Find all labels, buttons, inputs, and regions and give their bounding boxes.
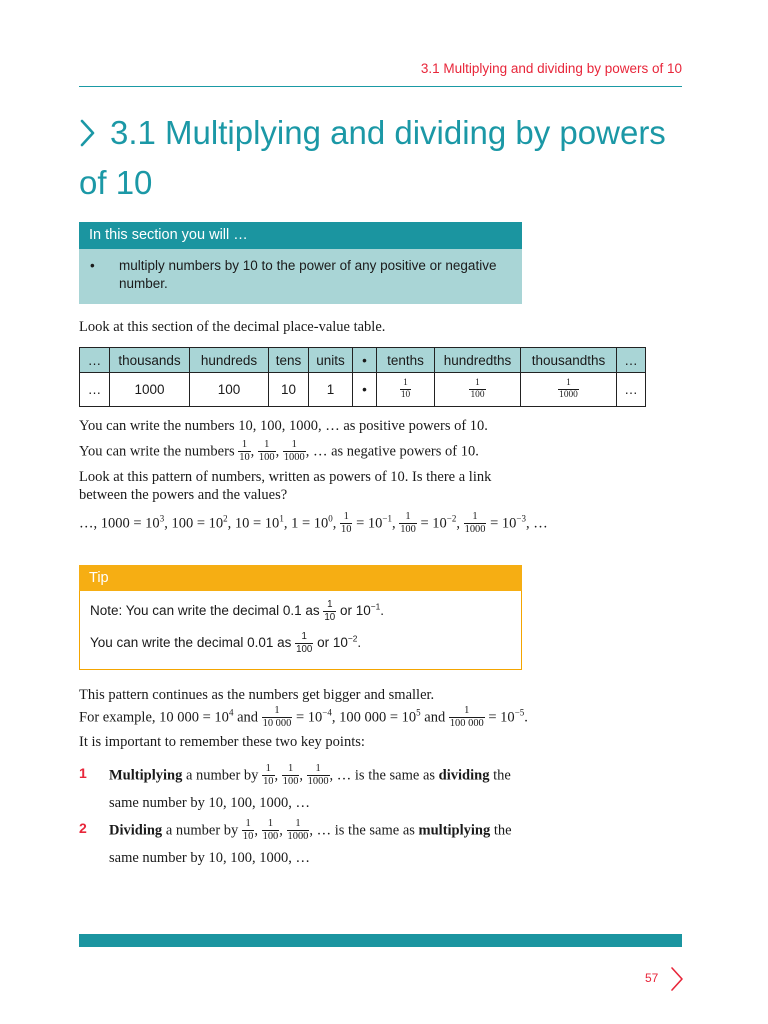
key-point-1 bbox=[109, 764, 649, 812]
continuation-line-1: This pattern continues as the numbers get bigger and smaller. bbox=[79, 687, 435, 703]
exponent: 3 bbox=[159, 513, 165, 524]
objectives-heading: In this section you will … bbox=[79, 222, 522, 249]
numerator: 1 bbox=[267, 818, 274, 829]
text: or 10 bbox=[313, 634, 348, 650]
exponent: 1 bbox=[279, 513, 284, 524]
numerator: 1 bbox=[301, 631, 307, 642]
bold-term: Multiplying bbox=[109, 767, 183, 784]
fraction bbox=[307, 764, 330, 788]
tip-line-2 bbox=[90, 632, 361, 654]
numerator: 1 bbox=[241, 439, 248, 450]
fraction bbox=[282, 764, 300, 788]
denominator: 10 000 bbox=[262, 718, 292, 730]
place-value-table bbox=[79, 347, 646, 407]
text: the bbox=[490, 822, 512, 839]
denominator: 100 bbox=[282, 776, 299, 788]
text: You can write the numbers bbox=[79, 443, 235, 460]
table-cell: … bbox=[80, 373, 110, 407]
table-header-cell: thousands bbox=[110, 348, 190, 373]
text: , … is the same as bbox=[309, 822, 419, 839]
numerator: 1 bbox=[287, 763, 294, 774]
text: , 100 000 = 10 bbox=[331, 709, 417, 726]
numerator: 1 bbox=[475, 377, 480, 388]
numerator: 1 bbox=[566, 377, 571, 388]
tip-heading: Tip bbox=[79, 565, 522, 591]
fraction bbox=[399, 512, 417, 536]
exponent: −3 bbox=[516, 513, 526, 524]
exponent: −5 bbox=[514, 707, 525, 718]
text: = 10 bbox=[352, 515, 383, 532]
objectives-box bbox=[79, 222, 522, 304]
exponent: −1 bbox=[370, 601, 381, 612]
section-title: 3.1 Multiplying and dividing by powers of 10 bbox=[79, 114, 666, 201]
denominator: 1000 bbox=[559, 390, 578, 400]
table-cell-thousandths bbox=[521, 373, 617, 407]
bullet: • bbox=[90, 258, 95, 273]
denominator: 100 000 bbox=[449, 718, 484, 730]
denominator: 100 bbox=[400, 524, 416, 536]
denominator: 10 bbox=[239, 452, 250, 464]
powers-pattern: …, $1000 = 10^3$, $100 = 10^2$, $10 = 10^1$, $1 = 10^0$, $\frac{1}{10}$ = $10^{-1}$, $\frac{1}{100}$ = $10^{-2}$, $\frac{1}{1000}$ = $10^{-3}$, … bbox=[79, 511, 548, 536]
table-header-cell: thousandths bbox=[521, 348, 617, 373]
denominator: 100 bbox=[296, 643, 313, 655]
key-point-line: same number by 10, 100, 1000, … bbox=[109, 794, 310, 811]
footer-bar bbox=[79, 934, 682, 947]
key-point-2 bbox=[109, 819, 649, 867]
table-header-cell: tenths bbox=[377, 348, 435, 373]
exponent: −2 bbox=[347, 633, 358, 644]
numerator: 1 bbox=[464, 705, 470, 716]
denominator: 100 bbox=[258, 452, 275, 464]
numerator: 1 bbox=[403, 377, 408, 388]
numerator: 1 bbox=[245, 818, 251, 829]
running-header: 3.1 Multiplying and dividing by powers of 10 bbox=[420, 61, 682, 76]
continuation-line-3: It is important to remember these two key points: bbox=[79, 734, 365, 750]
key-point-line: Multiplying a number by $\frac{1}{10}$ , $\frac{1}{100}$ , $\frac{1}{1000}$ , … is the same as dividing the bbox=[109, 763, 511, 788]
text: a number by bbox=[182, 767, 263, 784]
paragraph-negative-powers: You can write the numbers $\frac{1}{10}$ , $\frac{1}{100}$ , $\frac{1}{1000}$ , … as negative powers of 10. bbox=[79, 439, 479, 464]
text: For example, 10 000 = 10 bbox=[79, 709, 229, 726]
denominator: 100 bbox=[262, 831, 279, 843]
denominator: 10 bbox=[324, 611, 336, 623]
exponent: −4 bbox=[322, 707, 332, 718]
intro-text: Look at this section of the decimal place-value table. bbox=[79, 319, 386, 335]
fraction bbox=[400, 379, 411, 401]
denominator: 10 bbox=[341, 524, 352, 536]
text: = 10 bbox=[416, 515, 447, 532]
text: . bbox=[380, 602, 385, 618]
table-cell: • bbox=[353, 373, 377, 407]
fraction bbox=[287, 819, 310, 843]
key-point-line: Dividing a number by $\frac{1}{10}$ , $\frac{1}{100}$ , $\frac{1}{1000}$ , … is the same as multiplying the bbox=[109, 818, 512, 843]
numerator: 1 bbox=[315, 763, 321, 774]
fraction bbox=[283, 440, 306, 464]
exponent: −1 bbox=[382, 513, 392, 524]
objective-item: multiply numbers by 10 to the power of any positive or negative number. bbox=[119, 258, 497, 291]
table-header-cell: • bbox=[353, 348, 377, 373]
exponent: 2 bbox=[223, 513, 228, 524]
tip-line-1 bbox=[90, 600, 384, 622]
table-header-row bbox=[80, 348, 646, 373]
numerator: 1 bbox=[274, 705, 280, 716]
header-divider bbox=[79, 86, 682, 87]
fraction bbox=[262, 764, 274, 788]
table-cell: 1 bbox=[309, 373, 353, 407]
table-header-cell: … bbox=[80, 348, 110, 373]
denominator: 10 bbox=[263, 776, 274, 788]
text: . bbox=[524, 709, 528, 726]
denominator: 1000 bbox=[287, 831, 309, 843]
paragraph-pattern-question bbox=[79, 468, 699, 504]
text: …, 1000 = 10 bbox=[79, 515, 160, 532]
table-cell: 100 bbox=[190, 373, 269, 407]
numerator: 1 bbox=[472, 511, 478, 522]
fraction bbox=[323, 600, 336, 622]
paragraph-positive-powers: You can write the numbers 10, 100, 1000, … as positive powers of 10. bbox=[79, 418, 488, 434]
numerator: 1 bbox=[405, 511, 411, 522]
fraction bbox=[464, 512, 487, 536]
text-line: Look at this pattern of numbers, written as powers of 10. Is there a link bbox=[79, 469, 492, 485]
text: You can write the decimal 0.01 as bbox=[90, 634, 296, 650]
table-cell-tenths bbox=[377, 373, 435, 407]
table-cell: … bbox=[617, 373, 646, 407]
table-header-cell: hundredths bbox=[435, 348, 521, 373]
text: a number by bbox=[162, 822, 242, 839]
text: , 10 = 10 bbox=[227, 515, 280, 532]
numerator: 1 bbox=[265, 763, 271, 774]
continuation-example bbox=[79, 706, 699, 730]
fraction bbox=[340, 512, 352, 536]
fraction bbox=[469, 379, 485, 401]
text: or 10 bbox=[336, 602, 371, 618]
denominator: 1000 bbox=[307, 776, 329, 788]
fraction bbox=[262, 819, 280, 843]
text: Note: You can write the decimal 0.1 as bbox=[90, 602, 324, 618]
table-header-cell: units bbox=[309, 348, 353, 373]
text: , 1 = 10 bbox=[283, 515, 329, 532]
fraction bbox=[258, 440, 276, 464]
exponent: 4 bbox=[228, 707, 234, 718]
text: and bbox=[420, 709, 449, 726]
denominator: 10 bbox=[400, 390, 411, 400]
text: = 10 bbox=[486, 515, 517, 532]
text-line: between the powers and the values? bbox=[79, 487, 288, 503]
bold-term: multiplying bbox=[418, 822, 491, 839]
fraction bbox=[558, 379, 579, 401]
numerator: 1 bbox=[343, 511, 349, 522]
table-cell: 1000 bbox=[110, 373, 190, 407]
bold-term: Dividing bbox=[109, 822, 163, 839]
objectives-body bbox=[79, 249, 522, 304]
text: and bbox=[233, 709, 262, 726]
text: , … is the same as bbox=[329, 767, 439, 784]
exponent: 5 bbox=[416, 707, 421, 718]
key-point-line: same number by 10, 100, 1000, … bbox=[109, 849, 310, 866]
key-point-number: 1 bbox=[79, 765, 87, 781]
denominator: 1000 bbox=[283, 452, 305, 464]
table-cell: 10 bbox=[269, 373, 309, 407]
text: the bbox=[489, 767, 511, 784]
bold-term: dividing bbox=[438, 767, 490, 784]
denominator: 10 bbox=[242, 831, 254, 843]
key-point-number: 2 bbox=[79, 820, 87, 836]
table-header-cell: hundreds bbox=[190, 348, 269, 373]
numerator: 1 bbox=[327, 599, 333, 610]
table-cell-hundredths bbox=[435, 373, 521, 407]
page-number: 57 bbox=[645, 971, 659, 985]
exponent: 0 bbox=[328, 513, 333, 524]
table-row bbox=[80, 373, 646, 407]
text: , … bbox=[525, 515, 548, 532]
fraction bbox=[449, 706, 485, 730]
table-header-cell: tens bbox=[269, 348, 309, 373]
fraction bbox=[242, 819, 254, 843]
denominator: 1000 bbox=[464, 524, 486, 536]
fraction bbox=[262, 706, 293, 730]
fraction bbox=[238, 440, 250, 464]
numerator: 1 bbox=[291, 439, 297, 450]
denominator: 100 bbox=[470, 390, 485, 400]
exponent: −2 bbox=[446, 513, 457, 524]
tip-box bbox=[79, 565, 522, 670]
text: , 100 = 10 bbox=[164, 515, 224, 532]
text: , … as negative powers of 10. bbox=[305, 443, 479, 460]
numerator: 1 bbox=[264, 439, 270, 450]
numerator: 1 bbox=[295, 818, 301, 829]
text: . bbox=[357, 634, 362, 650]
text: = 10 bbox=[484, 709, 515, 726]
table-header-cell: … bbox=[617, 348, 646, 373]
text: = 10 bbox=[292, 709, 323, 726]
fraction bbox=[295, 632, 313, 654]
chevron-right-icon[interactable] bbox=[668, 965, 686, 993]
